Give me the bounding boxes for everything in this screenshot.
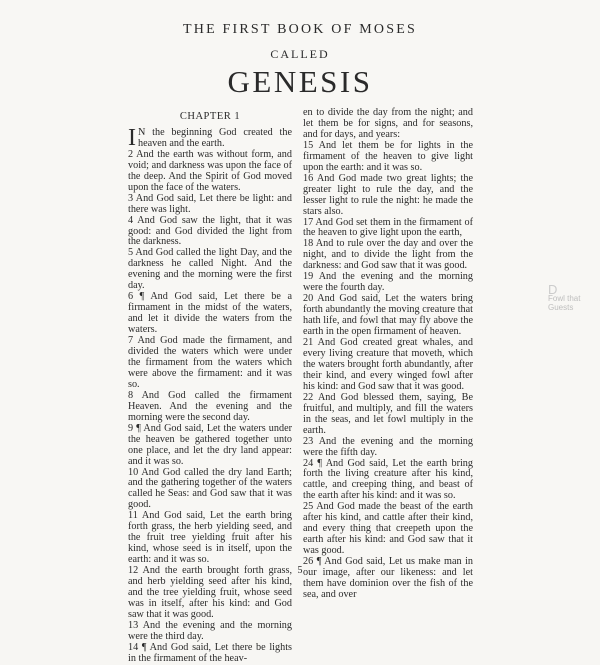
verse: 13 And the evening and the morning were the third day. (128, 619, 292, 642)
watermark-line-2: Fowl that (548, 294, 581, 303)
watermark-line-3: Guests (548, 303, 574, 312)
book-called-label: CALLED (270, 47, 330, 61)
book-name: GENESIS (227, 64, 373, 99)
verse: 2 And the earth was without form, and void; and darkness was upon the face of the deep. And the Spirit of God moved upon the face of the waters. (128, 148, 292, 193)
verse: 26 ¶ And God said, Let us make man in our image, after our likeness: and let them have dominion over the fish of the sea, and over (303, 556, 473, 600)
verse: 5 And God called the light Day, and the darkness he called Night. And the evening and the morning were the first day. (128, 247, 292, 292)
verse: 18 And to rule over the day and over the night, and to divide the light from the darkness: and God saw that it was good. (303, 238, 473, 272)
verse: 8 And God called the firmament Heaven. And the evening and the morning were the second day. (128, 389, 292, 423)
verse: 16 And God made two great lights; the greater light to rule the day, and the lesser light to rule the night: he made the stars also. (303, 172, 473, 217)
drop-cap: I (128, 124, 136, 151)
verse: 9 ¶ And God said, Let the waters under the heaven be gathered together unto one place, and let the dry land appear: and it was so. (128, 422, 292, 467)
watermark (548, 282, 581, 312)
verse: 20 And God said, Let the waters bring forth abundantly the moving creature that hath life, and fowl that may fly above the earth in the open firmament of heaven. (303, 293, 473, 338)
verse: 23 And the evening and the morning were the fifth day. (303, 435, 473, 458)
verse: 15 And let them be for lights in the firmament of the heaven to give light upon the earth: and it was so. (303, 139, 473, 173)
verse: 21 And God created great whales, and every living creature that moveth, which the waters brought forth abundantly, after their kind, and every winged fowl after his kind: and God saw that it was good. (303, 337, 473, 392)
book-title: THE FIRST BOOK OF MOSES (183, 22, 417, 37)
verse: 14 ¶ And God said, Let there be lights in the firmament of the heav- (128, 641, 292, 664)
verse: 25 And God made the beast of the earth after his kind, and cattle after their kind, and every thing that creepeth upon the earth after his kind: and God saw that it was good. (303, 501, 473, 557)
verse: 3 And God said, Let there be light: and there was light. (128, 192, 292, 215)
verse: 24 ¶ And God said, Let the earth bring forth the living creature after his kind, cattle, and creeping thing, and beast of the earth after his kind: and it was so. (303, 457, 473, 502)
left-column (128, 112, 292, 665)
verse: N the beginning God created the heaven and the earth. (138, 126, 292, 149)
verse: 10 And God called the dry land Earth; and the gathering together of the waters called he Seas: and God saw that it was good. (128, 466, 292, 511)
watermark-line-1: D (548, 282, 559, 297)
right-verses (303, 108, 473, 601)
right-column (303, 108, 473, 601)
verse: en to divide the day from the night; and let them be for signs, and for seasons, and for days, and years: (303, 107, 473, 140)
verse: 4 And God saw the light, that it was good: and God divided the light from the darkness. (128, 214, 292, 248)
verse: 17 And God set them in the firmament of the heaven to give light upon the earth, (303, 216, 473, 239)
chapter-heading: CHAPTER 1 (179, 111, 241, 122)
verse: 7 And God made the firmament, and divided the waters which were under the firmament from the waters which were above the firmament: and it was so. (128, 335, 292, 390)
verse: 22 And God blessed them, saying, Be fruitful, and multiply, and fill the waters in the seas, and let fowl multiply in the earth. (303, 391, 473, 436)
verse: 12 And the earth brought forth grass, and herb yielding seed after his kind, and the tree yielding fruit, whose seed was in itself, after his kind: and God saw that it was good. (128, 565, 292, 620)
verse: 6 ¶ And God said, Let there be a firmament in the midst of the waters, and let it divide the waters from the waters. (128, 291, 292, 336)
left-verses (128, 124, 292, 665)
page-number: 5 (297, 565, 303, 576)
verse: 11 And God said, Let the earth bring forth grass, the herb yielding seed, and the fruit tree yielding fruit after his kind, whose seed is in itself, upon the earth: and it was so. (128, 510, 292, 566)
verse: 19 And the evening and the morning were the fourth day. (303, 271, 473, 294)
